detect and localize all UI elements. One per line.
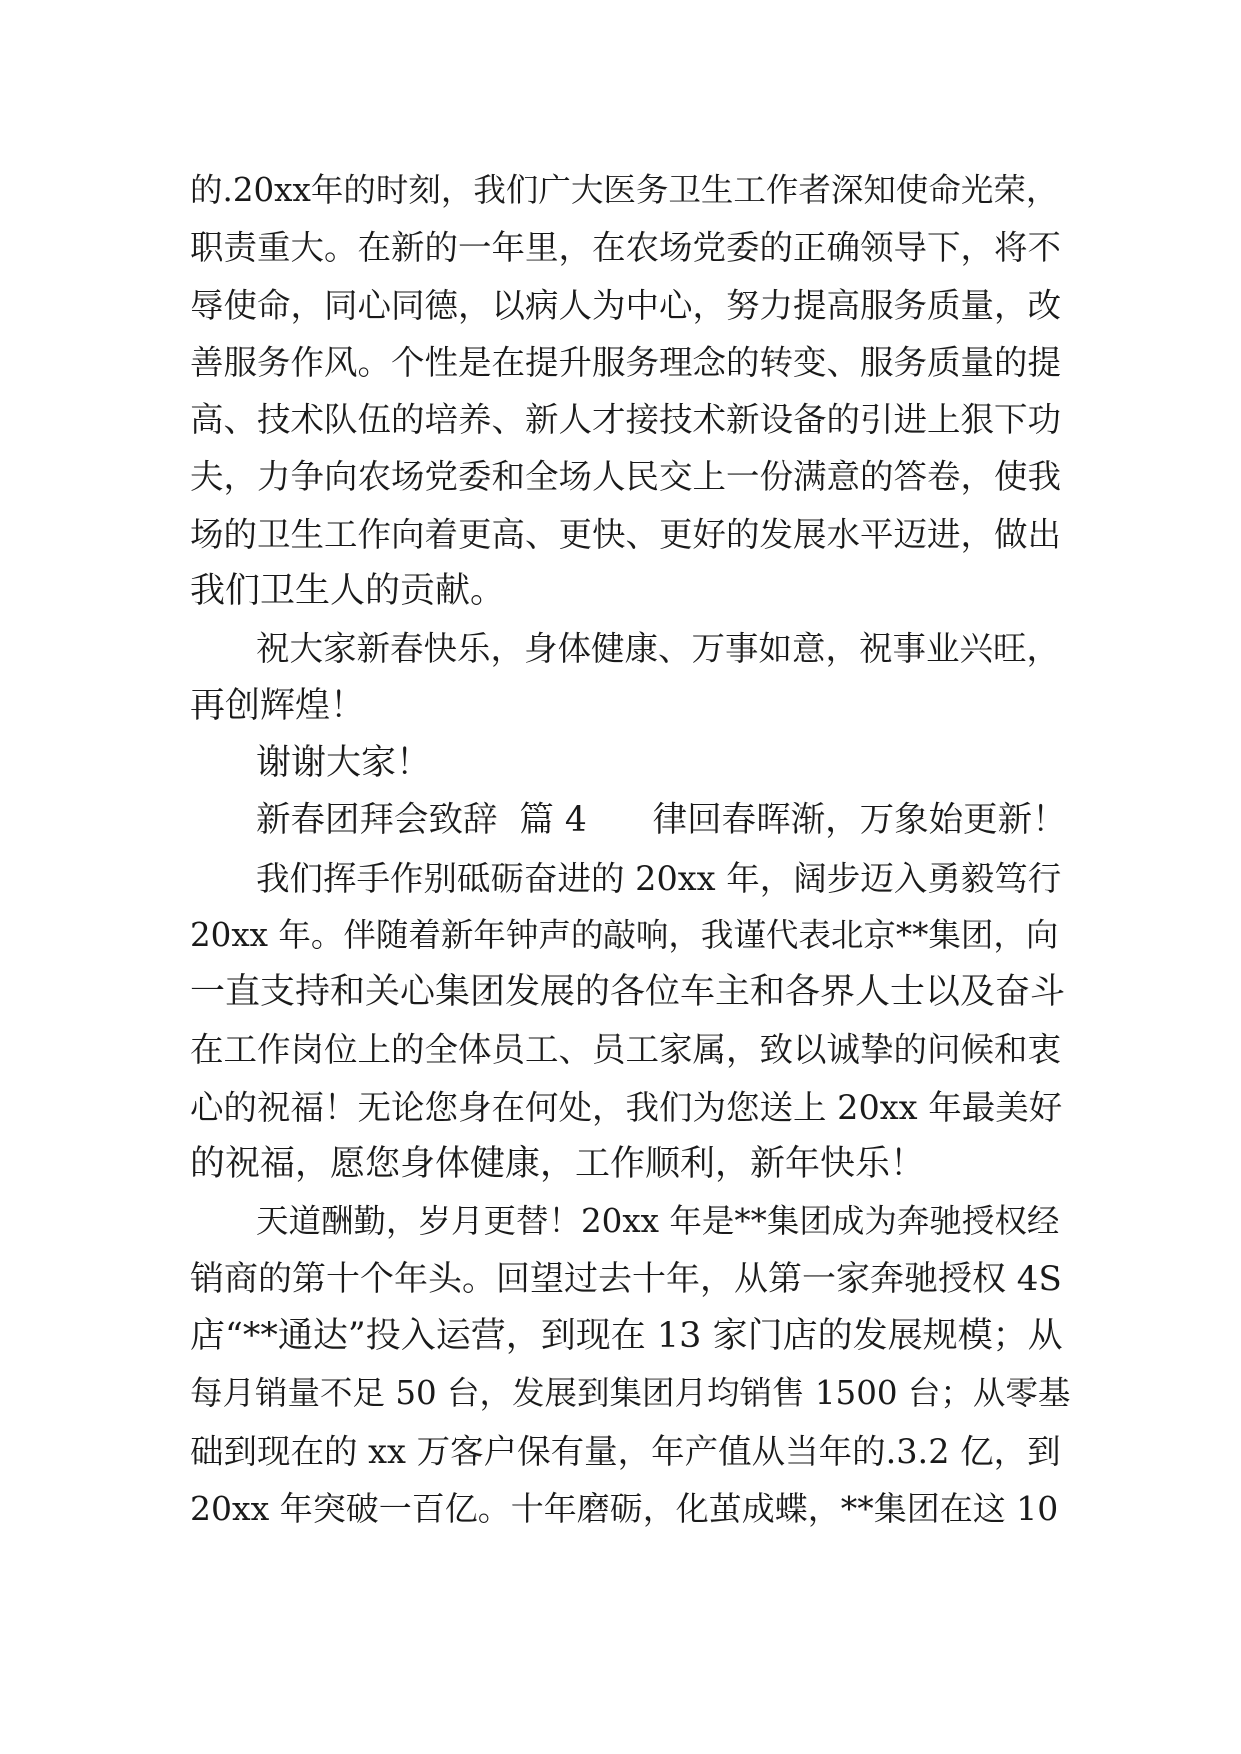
text-line: 谢谢大家！ [256, 742, 432, 783]
text-line: 的祝福，愿您身体健康，工作顺利，新年快乐！ [190, 1144, 926, 1185]
text-line: 我们挥手作别砥砺奋进的 20xx 年，阔步迈入勇毅笃行 [256, 858, 1062, 898]
text-line: 夫，力争向农场党委和全场人民交上一份满意的答卷，使我 [190, 457, 1061, 497]
text-line: 再创辉煌！ [190, 685, 366, 726]
text-line: 新春团拜会致辞 篇 4 律回春晖渐，万象始更新！ [256, 800, 1067, 841]
text-line: 销商的第十个年头。回望过去十年，从第一家奔驰授权 4S [190, 1258, 1062, 1299]
text-line: 辱使命，同心同德，以病人为中心，努力提高服务质量，改 [190, 285, 1061, 325]
text-line: 在工作岗位上的全体员工、员工家属，致以诚挚的问候和衷 [190, 1030, 1061, 1070]
text-line: 店“**通达”投入运营，到现在 13 家门店的发展规模；从 [190, 1315, 1063, 1356]
text-line: 心的祝福！无论您身在何处，我们为您送上 20xx 年最美好 [190, 1087, 1063, 1127]
text-line: 高、技术队伍的培养、新人才接技术新设备的引进上狠下功 [190, 400, 1061, 440]
text-line: 场的卫生工作向着更高、更快、更好的发展水平迈进，做出 [190, 514, 1061, 554]
text-line: 善服务作风。个性是在提升服务理念的转变、服务质量的提 [190, 342, 1061, 382]
text-line: 一直支持和关心集团发展的各位车主和各界人士以及奋斗 [190, 972, 1066, 1013]
text-line: 础到现在的 xx 万客户保有量，年产值从当年的.3.2 亿，到 [190, 1431, 1061, 1471]
text-line: 职责重大。在新的一年里，在农场党委的正确领导下，将不 [190, 228, 1061, 268]
text-line: 的.20xx年的时刻，我们广大医务卫生工作者深知使命光荣， [190, 171, 1059, 209]
text-line: 20xx 年突破一百亿。十年磨砺，化茧成蝶，**集团在这 10 [190, 1488, 1059, 1528]
text-line: 每月销量不足 50 台，发展到集团月均销售 1500 台；从零基 [190, 1374, 1071, 1413]
text-line: 天道酬勤，岁月更替！20xx 年是**集团成为奔驰授权经 [256, 1202, 1060, 1241]
text-line: 我们卫生人的贡献。 [190, 571, 506, 612]
text-line: 20xx 年。伴随着新年钟声的敲响，我谨代表北京**集团，向 [190, 915, 1059, 954]
text-line: 祝大家新春快乐，身体健康、万事如意，祝事业兴旺， [256, 629, 1060, 669]
document-body [190, 162, 1070, 1537]
